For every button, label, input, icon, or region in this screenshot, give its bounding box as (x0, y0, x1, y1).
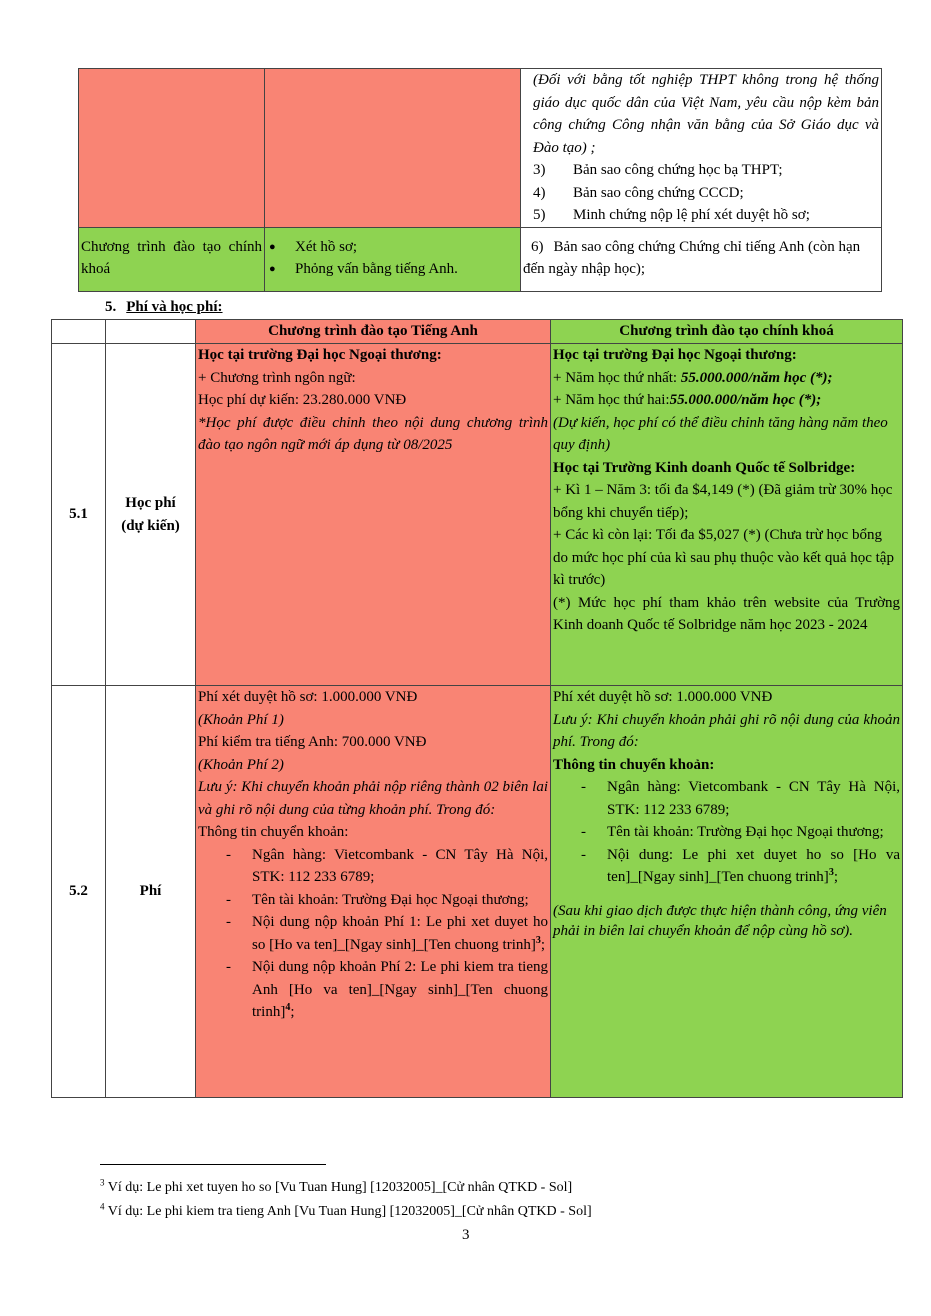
fee-main (551, 686, 903, 1098)
footnote-ref[interactable]: 3 (535, 934, 541, 946)
english-transfer-title: Thông tin chuyển khoản: (198, 824, 349, 840)
header-main-program: Chương trình đào tạo chính khoá (551, 320, 903, 344)
english-tuition-title: Học tại trường Đại học Ngoại thương: (198, 347, 442, 363)
solbridge-title: Học tại Trường Kinh doanh Quốc tế Solbridge: (553, 459, 856, 476)
fee-table (51, 319, 903, 1098)
footnote-ref[interactable]: 4 (285, 1002, 291, 1013)
transfer-content-1: - Nội dung nộp khoản Phí 1: Le phi xet duyet ho so [Ho va ten]_[Ngay sinh]_[Ten chuong trinh]$^3$; (198, 911, 548, 956)
english-tuition-note: *Học phí được điều chỉnh theo nội dung chương trình đào tạo ngôn ngữ mới áp dụng từ 08/2025 (198, 414, 548, 453)
english-fee1: Phí xét duyệt hồ sơ: 1.000.000 VNĐ (198, 689, 418, 705)
footnote-ref[interactable]: 3 (828, 867, 834, 878)
admission-table (78, 68, 882, 292)
footnote-4: $^4$ Ví dụ: Le phi kiem tra tieng Anh [Vu Tuan Hung] [12032005]_[Cử nhân QTKD - Sol] (100, 1201, 592, 1219)
bank-info: - Ngân hàng: Vietcombank - CN Tây Hà Nội, STK: 112 233 6789; (198, 844, 548, 889)
tuition-main (551, 344, 903, 686)
row-number: 5.2 (52, 686, 106, 1098)
method-item: ● Phỏng vấn bằng tiếng Anh. (267, 258, 518, 281)
header-english-program: Chương trình đào tạo Tiếng Anh (196, 320, 551, 344)
footnote-3: $^3$ Ví dụ: Le phi xet tuyen ho so [Vu Tuan Hung] [12032005]_[Cử nhân QTKD - Sol] (100, 1177, 573, 1195)
section-heading (105, 296, 223, 319)
solbridge-reference: (*) Mức học phí tham khảo trên website của Trường Kinh doanh Quốc tế Solbridge năm học 2023 - 2024 (553, 594, 900, 633)
year2-tuition: + Năm học thứ hai:55.000.000/năm học (*); (553, 392, 822, 408)
footnote-separator (100, 1164, 326, 1165)
account-name: - Tên tài khoản: Trường Đại học Ngoại thương; (553, 821, 900, 844)
header-empty (106, 320, 196, 344)
method-cell (265, 227, 521, 291)
documents-cell (521, 69, 882, 228)
documents-cell-main (521, 227, 882, 291)
english-tuition-amount: Học phí dự kiến: 23.280.000 VNĐ (198, 392, 407, 408)
page-number: 3 (462, 1227, 470, 1243)
english-tuition-line: + Chương trình ngôn ngữ: (198, 369, 356, 386)
method-item: ● Xét hồ sơ; (267, 236, 518, 259)
english-transfer-warning: Lưu ý: Khi chuyển khoản phải nộp riêng thành 02 biên lai và ghi rõ nội dung của từng khoản phí. Trong đó: (198, 779, 548, 818)
tuition-adjust-note: (Dự kiến, học phí có thể điều chỉnh tăng hàng năm theo quy định) (553, 414, 888, 453)
english-fee2: Phí kiểm tra tiếng Anh: 700.000 VNĐ (198, 734, 427, 750)
diploma-note: (Đối với bằng tốt nghiệp THPT không trong hệ thống giáo dục quốc dân của Việt Nam, yêu cầu nộp kèm bản công chứng Công nhận văn bằng của Sở Giáo dục và Đào tạo) ; (533, 72, 879, 156)
row-label-tuition: Học phí (dự kiến) (106, 344, 196, 686)
doc-num: 6) (531, 238, 544, 255)
tuition-english (196, 344, 551, 686)
main-tuition-title: Học tại trường Đại học Ngoại thương: (553, 347, 797, 363)
header-empty (52, 320, 106, 344)
section-title: Phí và học phí: (126, 299, 223, 315)
row-label-fee: Phí (106, 686, 196, 1098)
transfer-content-2: - Nội dung nộp khoản Phí 2: Le phi kiem tra tieng Anh [Ho va ten]_[Ngay sinh]_[Ten chuong trinh]$^4$; (198, 956, 548, 1024)
program-cell-empty (79, 69, 265, 228)
transfer-content: - Nội dung: Le phi xet duyet ho so [Ho va ten]_[Ngay sinh]_[Ten chuong trinh]$^3$; (553, 844, 900, 889)
doc-item: 5) Minh chứng nộp lệ phí xét duyệt hồ sơ; (533, 207, 810, 223)
doc-item: 3) Bản sao công chứng học bạ THPT; (533, 162, 783, 178)
main-transfer-title: Thông tin chuyển khoản: (553, 756, 715, 773)
doc-text: Bản sao công chứng Chứng chỉ tiếng Anh (còn hạn đến ngày nhập học); (523, 238, 861, 277)
main-transfer-warning: Lưu ý: Khi chuyển khoản phải ghi rõ nội dung của khoản phí. Trong đó: (553, 711, 900, 750)
row-number: 5.1 (52, 344, 106, 686)
bank-info: - Ngân hàng: Vietcombank - CN Tây Hà Nội, STK: 112 233 6789; (553, 776, 900, 821)
fee-english (196, 686, 551, 1098)
year1-tuition: + Năm học thứ nhất: 55.000.000/năm học (*); (553, 369, 833, 386)
solbridge-term-rest: + Các kì còn lại: Tối đa $5,027 (*) (Chưa trừ học bổng do mức học phí của kì sau phụ thuộc vào kết quả học tập kì trước) (553, 527, 894, 588)
english-fee2-note: (Khoản Phí 2) (198, 756, 284, 773)
main-fee: Phí xét duyệt hồ sơ: 1.000.000 VNĐ (553, 689, 773, 705)
method-cell-empty (265, 69, 521, 228)
doc-item: 4) Bản sao công chứng CCCD; (533, 184, 744, 201)
account-name: - Tên tài khoản: Trường Đại học Ngoại thương; (198, 889, 548, 912)
program-name-main: Chương trình đào tạo chính khoá (79, 227, 265, 291)
section-number: 5. (105, 299, 117, 315)
english-fee1-note: (Khoản Phí 1) (198, 711, 284, 728)
receipt-note: (Sau khi giao dịch được thực hiện thành công, ứng viên phải in biên lai chuyển khoản để nộp cùng hồ sơ). (553, 902, 887, 939)
solbridge-term1: + Kì 1 – Năm 3: tối đa $4,149 (*) (Đã giảm trừ 30% học bổng khi chuyển tiếp); (553, 482, 893, 521)
